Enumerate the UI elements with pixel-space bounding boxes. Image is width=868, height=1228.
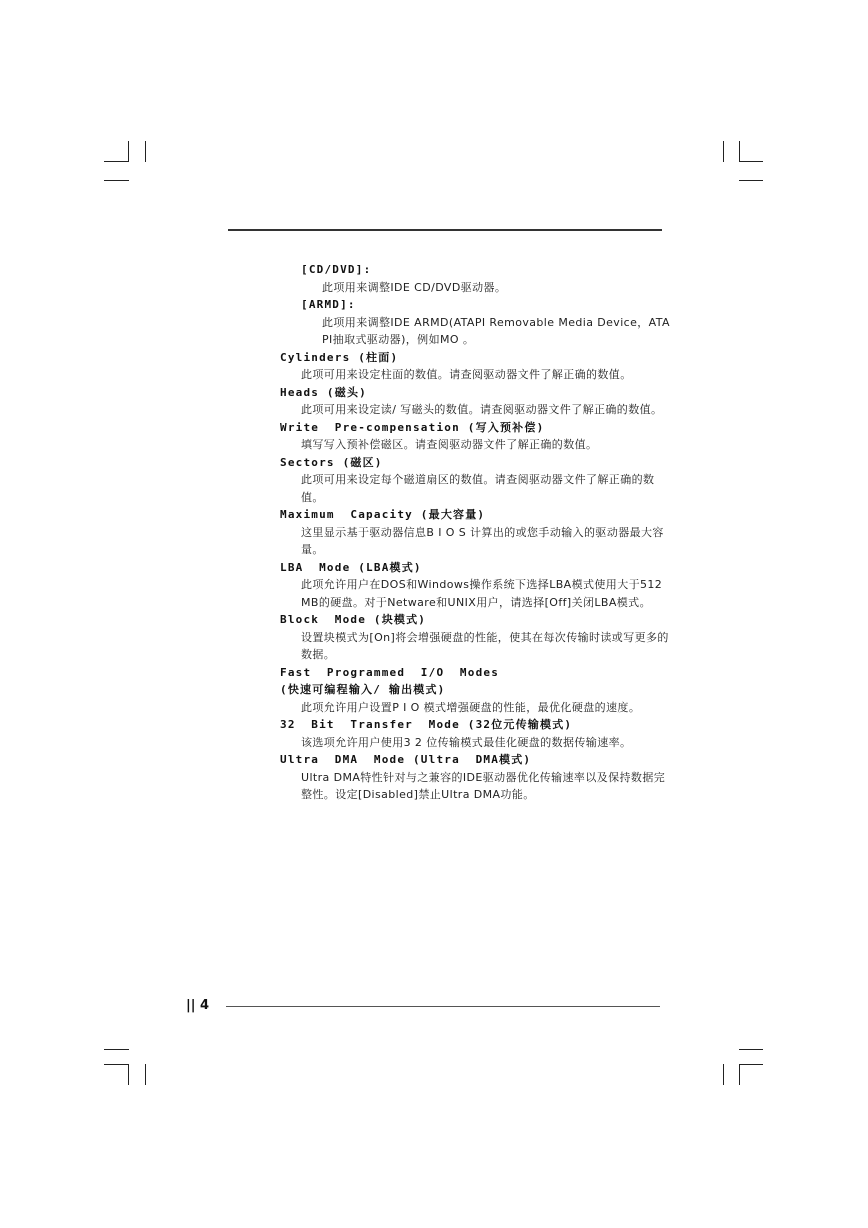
- setting-entry-pio-modes: [280, 664, 670, 717]
- page-number: || 4: [186, 998, 210, 1013]
- setting-title: Write Pre-compensation (写入预补偿): [280, 420, 545, 434]
- crop-mark-bottom-right: [739, 1049, 763, 1050]
- setting-entry-cd-dvd: [280, 261, 670, 296]
- setting-description: Ultra DMA特性针对与之兼容的IDE驱动器优化传输速率以及保持数据完整性。设定[Disabled]禁止Ultra DMA功能。: [301, 770, 666, 801]
- setting-title: Heads (磁头): [280, 385, 367, 399]
- setting-entry-armd: [280, 296, 670, 349]
- header-rule: [228, 229, 662, 231]
- crop-mark-top-right: [723, 141, 724, 162]
- setting-title: Cylinders (柱面): [280, 350, 399, 364]
- setting-title: LBA Mode (LBA模式): [280, 560, 422, 574]
- setting-description: 此项可用来设定柱面的数值。请查阅驱动器文件了解正确的数值。: [301, 368, 632, 381]
- crop-mark-bottom-left: [145, 1064, 146, 1085]
- crop-mark-bottom-right: [739, 1064, 740, 1085]
- crop-mark-bottom-right: [739, 1064, 763, 1065]
- setting-title: Sectors (磁区): [280, 455, 383, 469]
- setting-description: 设置块模式为[On]将会增强硬盘的性能，使其在每次传输时读或写更多的数据。: [301, 630, 669, 661]
- footer-rule: [226, 1006, 660, 1007]
- page-number-value: 4: [200, 998, 210, 1013]
- setting-title: Fast Programmed I/O Modes (快速可编程输入/ 输出模式): [280, 665, 500, 696]
- setting-description: 此项用来调整IDE ARMD(ATAPI Removable Media Device，ATAPI抽取式驱动器)，例如MO 。: [322, 315, 670, 346]
- setting-entry-lba-mode: [280, 559, 670, 612]
- setting-title: [ARMD]:: [301, 298, 356, 311]
- setting-title: [CD/DVD]:: [301, 263, 372, 276]
- setting-entry-block-mode: [280, 611, 670, 664]
- crop-mark-top-right: [739, 180, 763, 181]
- manual-content: [280, 261, 670, 804]
- crop-mark-bottom-left: [104, 1064, 129, 1065]
- crop-mark-top-left: [145, 141, 146, 162]
- setting-entry-sectors: [280, 454, 670, 507]
- crop-mark-top-left: [104, 161, 129, 162]
- setting-description: 填写写入预补偿磁区。请查阅驱动器文件了解正确的数值。: [301, 438, 598, 451]
- setting-title: Ultra DMA Mode (Ultra DMA模式): [280, 753, 532, 766]
- setting-description: 此项可用来设定每个磁道扇区的数值。请查阅驱动器文件了解正确的数值。: [301, 473, 655, 504]
- setting-description: 此项可用来设定读/ 写磁头的数值。请查阅驱动器文件了解正确的数值。: [301, 403, 663, 416]
- setting-title: 32 Bit Transfer Mode (32位元传输模式): [280, 718, 573, 731]
- setting-entry-ultra-dma: [280, 751, 670, 804]
- setting-entry-heads: [280, 384, 670, 419]
- crop-mark-bottom-right: [723, 1064, 724, 1085]
- setting-entry-write-precomp: [280, 419, 670, 454]
- setting-entry-max-capacity: [280, 506, 670, 559]
- crop-mark-top-left: [128, 141, 129, 162]
- setting-description: 此项用来调整IDE CD/DVD驱动器。: [322, 280, 507, 294]
- setting-title: Block Mode (块模式): [280, 613, 427, 626]
- crop-mark-top-left: [104, 180, 129, 181]
- crop-mark-top-right: [739, 141, 740, 162]
- setting-description: 此项允许用户设置P I O 模式增强硬盘的性能，最优化硬盘的速度。: [301, 700, 641, 714]
- crop-mark-top-right: [739, 161, 763, 162]
- setting-title: Maximum Capacity (最大容量): [280, 508, 486, 521]
- setting-entry-cylinders: [280, 349, 670, 384]
- setting-description: 此项允许用户在DOS和Windows操作系统下选择LBA模式使用大于512 MB的硬盘。对于Netware和UNIX用户，请选择[Off]关闭LBA模式。: [301, 578, 663, 609]
- setting-description: 该选项允许用户使用3 2 位传输模式最佳化硬盘的数据传输速率。: [301, 735, 632, 749]
- setting-description: 这里显示基于驱动器信息B I O S 计算出的或您手动输入的驱动器最大容量。: [301, 525, 664, 556]
- crop-mark-bottom-left: [128, 1064, 129, 1085]
- crop-mark-bottom-left: [104, 1049, 129, 1050]
- setting-entry-32bit-transfer: [280, 716, 670, 751]
